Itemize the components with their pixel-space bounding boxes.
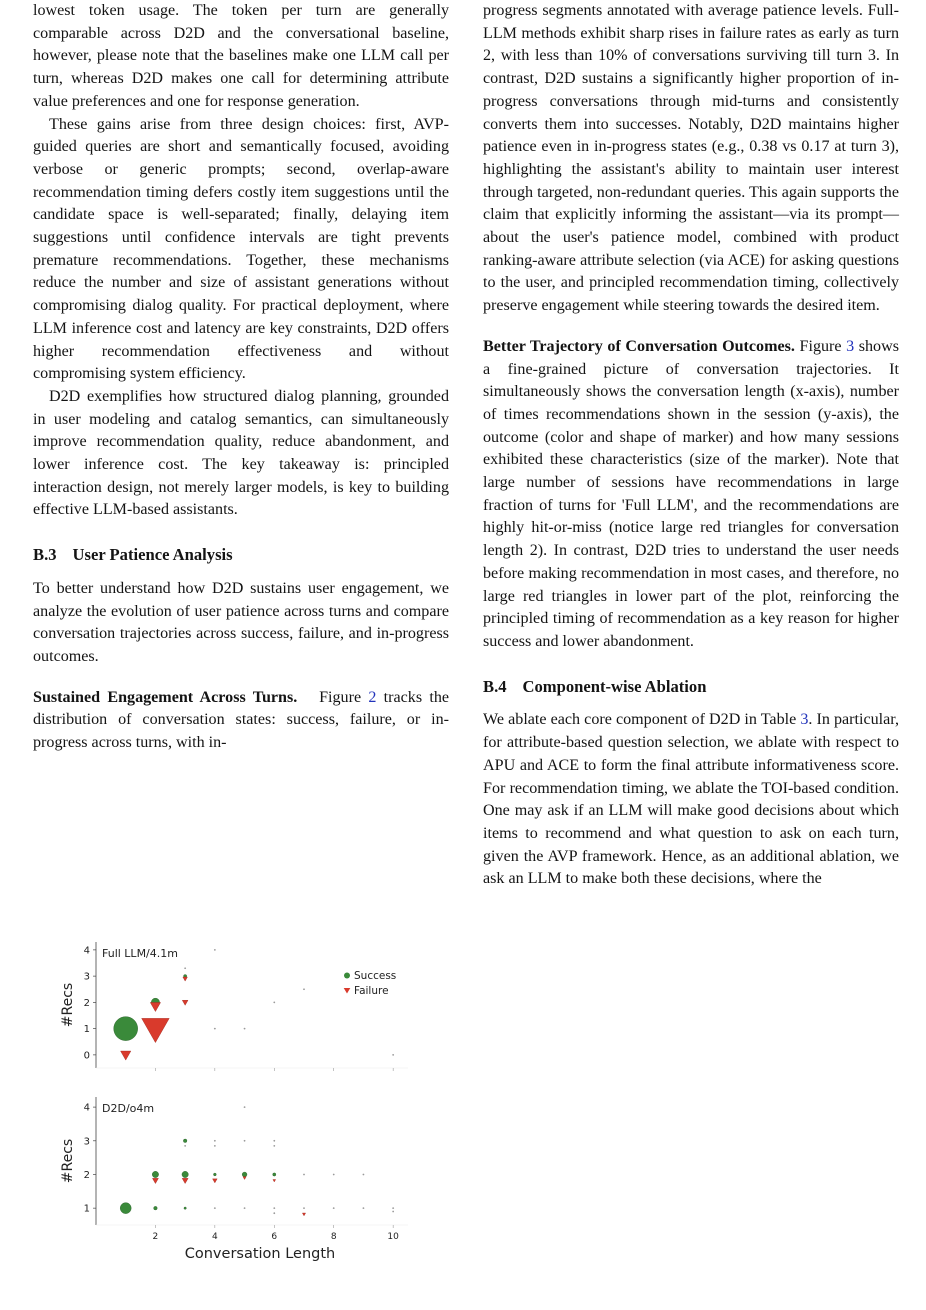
left-paragraph-0: lowest token usage. The token per turn are generally comparable across D2D and the conversational baseline, however, please note that the baselines make one LLM call per turn, whereas D2D makes one call for determining attribute value preferences and one for response generation. xyxy=(33,2,449,110)
run-in-heading: Sustained Engagement Across Turns. xyxy=(33,688,298,706)
section-heading-b3 xyxy=(33,544,449,567)
minor-point xyxy=(303,1207,305,1209)
success-point xyxy=(213,1173,216,1176)
run-in-heading: Better Trajectory of Conversation Outcomes. xyxy=(483,337,795,355)
section-title: Component-wise Ablation xyxy=(522,676,707,696)
minor-point xyxy=(333,1174,335,1176)
x-tick-label: 8 xyxy=(330,1232,337,1242)
y-axis-label: #Recs xyxy=(60,982,76,1028)
failure-point xyxy=(121,1051,131,1060)
minor-point xyxy=(273,1001,275,1003)
section-heading-b4 xyxy=(483,676,899,699)
success-point xyxy=(154,1206,158,1210)
failure-point xyxy=(182,1000,188,1005)
y-tick-label: 0 xyxy=(83,1050,90,1062)
text-run: Figure xyxy=(799,337,847,355)
legend-marker-success xyxy=(344,973,350,979)
left-paragraph-2: D2D exemplifies how structured dialog planning, grounded in user modeling and catalog semantics, can simultaneously improve recommendation quality, reduce abandonment, and lower inference cost. The key takeaway is: principled interaction design, not merely larger models, is key to building effective LLM-based assistants. xyxy=(33,387,449,519)
spacer xyxy=(483,654,899,676)
spacer xyxy=(483,318,899,336)
success-point xyxy=(152,1171,158,1177)
success-point xyxy=(242,1172,247,1177)
legend-marker-failure xyxy=(344,988,351,994)
minor-point xyxy=(392,1211,394,1213)
panel-title: D2D/o4m xyxy=(102,1102,155,1115)
minor-point xyxy=(244,1207,246,1209)
failure-point xyxy=(152,1178,158,1183)
failure-point xyxy=(213,1179,218,1183)
minor-point xyxy=(214,949,216,951)
spacer xyxy=(33,522,449,544)
x-tick-label: 4 xyxy=(211,1232,218,1242)
minor-point xyxy=(303,1174,305,1176)
minor-point xyxy=(303,988,305,990)
minor-point xyxy=(363,1174,365,1176)
minor-point xyxy=(392,1207,394,1209)
minor-point xyxy=(273,1145,275,1147)
minor-point xyxy=(392,1054,394,1056)
right-paragraph-2 xyxy=(483,709,899,891)
legend-label: Failure xyxy=(354,985,389,997)
panel-title: Full LLM/4.1m xyxy=(102,947,178,960)
y-tick-label: 1 xyxy=(83,1024,90,1036)
left-paragraph-3: To better understand how D2D sustains user engagement, we analyze the evolution of user patience across turns and compare conversation trajectories across success, failure, and in-progress outcomes. xyxy=(33,579,449,665)
x-tick-label: 2 xyxy=(152,1232,159,1242)
y-tick-label: 4 xyxy=(83,945,90,957)
minor-point xyxy=(363,1207,365,1209)
minor-point xyxy=(273,1212,275,1214)
minor-point xyxy=(273,1207,275,1209)
section-number: B.4 xyxy=(483,676,507,696)
left-paragraph-4 xyxy=(33,687,449,755)
y-tick-label: 4 xyxy=(83,1102,90,1114)
minor-point xyxy=(273,1140,275,1142)
left-paragraph-1: These gains arise from three design choices: first, AVP-guided queries are short and semantically focused, avoiding verbose or generic prompts; second, overlap-aware recommendation timing defers costly item suggestions until the candidate space is well-separated; finally, delaying item suggestions until confidence intervals are tight prevents premature recommendations. Together, these mechanisms reduce the number and size of assistant generations without compromising dialog quality. For practical deployment, where LLM inference cost and latency are key constraints, D2D offers higher recommendation effectiveness and without compromising system efficiency. xyxy=(33,115,449,383)
failure-point xyxy=(302,1213,305,1216)
minor-point xyxy=(214,1207,216,1209)
text-run: tracks the distribution of conversation states: success, failure, or in-progress across turns, with in- xyxy=(33,688,450,752)
y-tick-label: 3 xyxy=(83,1136,90,1148)
minor-point xyxy=(184,1145,186,1147)
minor-point xyxy=(214,1140,216,1142)
figure-ref-link[interactable]: 2 xyxy=(368,688,377,706)
failure-point xyxy=(182,1178,188,1183)
minor-point xyxy=(184,967,186,969)
failure-point xyxy=(142,1018,170,1042)
minor-point xyxy=(244,1140,246,1142)
failure-point xyxy=(273,1180,276,1182)
failure-point xyxy=(150,1002,160,1011)
text-run: shows a fine-grained picture of conversation trajectories. It simultaneously shows the conversation length (x-axis), number of times recommendations shown in the session (y-axis), the outcome (color and shape of marker) and how many sessions exhibited these characteristics (size of the marker). Note that large number of sessions have recommendations in large fraction of turns for 'Full LLM', and the recommendations are highly hit-or-miss (notice large red triangles for conversation length 2). In contrast, D2D tries to understand the user needs before making recommendation in most cases, and therefore, no large red triangles in lower part of the plot, reinforcing the principled timing of recommendation as a key reason for higher success and lower abandonment. xyxy=(483,337,899,650)
section-number: B.3 xyxy=(33,545,57,565)
failure-point xyxy=(183,977,188,981)
y-tick-label: 2 xyxy=(83,997,90,1009)
figure-scatter-plots xyxy=(58,940,418,1285)
text-run: Figure xyxy=(319,688,369,706)
spacer xyxy=(33,669,449,687)
minor-point xyxy=(333,1207,335,1209)
x-tick-label: 6 xyxy=(271,1232,278,1242)
chart-svg xyxy=(58,940,418,1285)
right-paragraph-0: progress segments annotated with average patience levels. Full-LLM methods exhibit sharp rises in failure rates as early as turn 2, with less than 10% of conversations surviving till turn 3. In contrast, D2D sustains a significantly higher proportion of in-progress conversations through mid-turns and consistently converts them into successes. Notably, D2D maintains higher patience even in in-progress states (e.g., 0.38 vs 0.17 at turn 3), highlighting the assistant's ability to maintain user interest through targeted, non-redundant queries. This again supports the claim that explicitly informing the assistant—via its prompt—about the user's patience model, combined with product ranking-aware attribute selection (via ACE) for asking questions to the user, and principled recommendation timing, collectively preserve engagement while steering towards the desired item. xyxy=(483,2,899,315)
right-column xyxy=(483,0,899,891)
x-tick-label: 10 xyxy=(387,1232,399,1242)
right-paragraph-1 xyxy=(483,336,899,654)
x-axis-label: Conversation Length xyxy=(184,1246,336,1262)
section-title: User Patience Analysis xyxy=(72,545,233,565)
left-column xyxy=(33,0,449,755)
text-run: We ablate each core component of D2D in Table xyxy=(483,711,801,729)
y-tick-label: 3 xyxy=(83,971,90,983)
minor-point xyxy=(244,1028,246,1030)
success-point xyxy=(273,1173,276,1176)
text-run: . In particular, for attribute-based question selection, we ablate with respect to APU and ACE to form the final attribute informativeness score. For recommendation timing, we ablate the TOI-based condition. One may ask if an LLM will make good decisions about which items to recommend and what question to ask on each turn, given the AVP framework. Hence, as an additional ablation, we ask an LLM to make both these decisions, where the xyxy=(483,711,900,888)
figure-ref-link[interactable]: 3 xyxy=(846,337,855,355)
minor-point xyxy=(214,1145,216,1147)
success-point xyxy=(182,1171,188,1177)
legend-label: Success xyxy=(354,970,397,982)
y-axis-label: #Recs xyxy=(60,1138,76,1184)
y-tick-label: 2 xyxy=(83,1169,90,1181)
minor-point xyxy=(244,1106,246,1108)
success-point xyxy=(120,1203,131,1214)
success-point xyxy=(184,1207,186,1209)
success-point xyxy=(114,1017,138,1041)
minor-point xyxy=(214,1028,216,1030)
y-tick-label: 1 xyxy=(83,1203,90,1215)
failure-point xyxy=(243,1177,246,1180)
table-ref-link[interactable]: 3 xyxy=(800,711,809,729)
success-point xyxy=(183,1139,187,1143)
